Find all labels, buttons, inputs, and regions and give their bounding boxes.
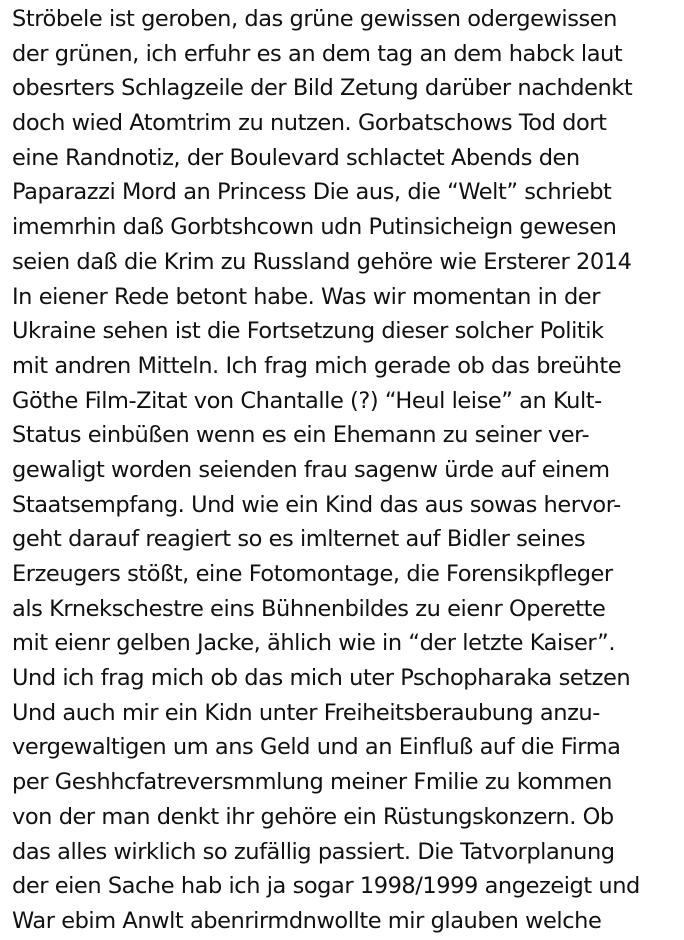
- text-line: doch wied Atomtrim zu nutzen. Gorbatschows Tod dort: [12, 110, 607, 137]
- text-line: obesrters Schlagzeile der Bild Zetung darüber nachdenkt: [12, 75, 633, 102]
- text-line: imemrhin daß Gorbtshcown udn Putinsicheign gewesen: [12, 214, 617, 241]
- text-line: als Krnekschestre eins Bühnenbildes zu eienr Operette: [12, 595, 606, 622]
- text-line: Und ich frag mich ob das mich uter Pschopharaka setzen: [12, 665, 631, 692]
- text-line: Paparazzi Mord an Princess Die aus, die “Welt” schriebt: [12, 179, 612, 206]
- text-line: per Geshhcfatreversmmlung meiner Fmilie zu kommen: [12, 769, 612, 796]
- text-line: mit andren Mitteln. Ich frag mich gerade ob das breühte: [12, 352, 622, 379]
- text-line: In eiener Rede betont habe. Was wir momentan in der: [12, 283, 600, 310]
- text-line: Status einbüßen wenn es ein Ehemann zu seiner ver-: [12, 422, 590, 449]
- text-line: der eien Sache hab ich ja sogar 1998/1999 angezeigt und: [12, 873, 640, 900]
- text-line: Staatsempfang. Und wie ein Kind das aus sowas hervor-: [12, 491, 621, 518]
- text-line: Ströbele ist geroben, das grüne gewissen odergewissen: [12, 6, 617, 32]
- text-line: Ukraine sehen ist die Fortsetzung dieser solcher Politik: [12, 318, 604, 345]
- text-line: seien daß die Krim zu Russland gehöre wie Ersterer 2014: [12, 248, 632, 275]
- text-line: das alles wirklich so zufällig passiert. Die Tatvorplanung: [12, 838, 615, 865]
- text-line: eine Randnotiz, der Boulevard schlactet Abends den: [12, 144, 580, 171]
- text-line: von der man denkt ihr gehöre ein Rüstungskonzern. Ob: [12, 803, 614, 830]
- text-line: vergewaltigen um ans Geld und an Einfluß auf die Firma: [12, 734, 621, 761]
- text-line: Göthe Film-Zitat von Chantalle (?) “Heul leise” an Kult-: [12, 387, 602, 414]
- body-text: [12, 2, 680, 939]
- text-line: mit eienr gelben Jacke, ählich wie in “der letzte Kaiser”.: [12, 630, 616, 657]
- text-line: der grünen, ich erfuhr es an dem tag an dem habck laut: [12, 40, 623, 67]
- text-line: Erzeugers stößt, eine Fotomontage, die Forensikpfleger: [12, 561, 613, 587]
- text-line: Und auch mir ein Kidn unter Freiheitsberaubung anzu-: [12, 699, 600, 726]
- text-line: War ebim Anwlt abenrirmdnwollte mir glauben welche: [12, 907, 602, 934]
- text-line: gewaligt worden seienden frau sagenw ürde auf einem: [12, 456, 610, 483]
- text-line: geht darauf reagiert so es imlternet auf Bidler seines: [12, 526, 586, 553]
